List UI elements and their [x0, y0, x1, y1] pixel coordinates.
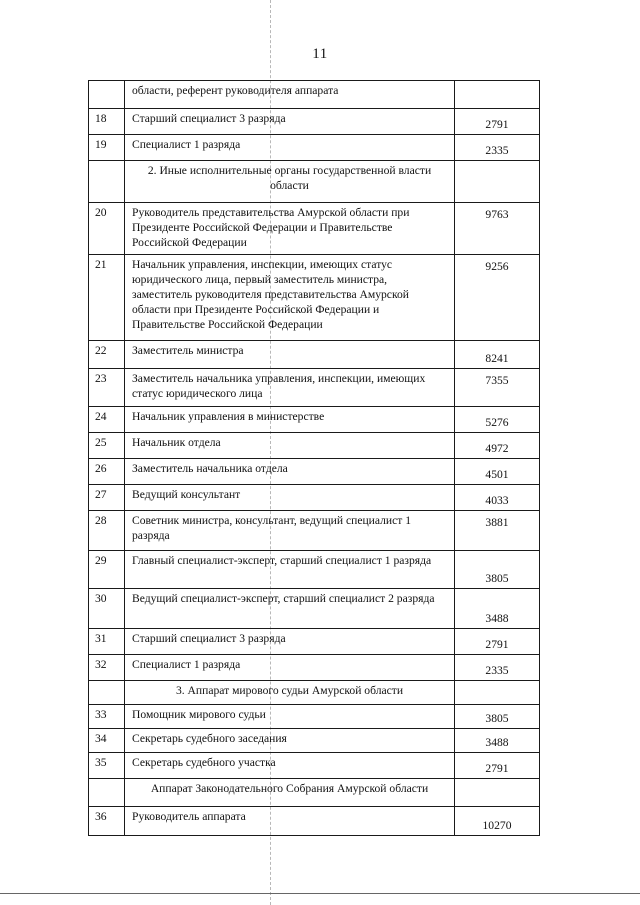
- table-row: [88, 202, 540, 254]
- salary-value: 3488: [485, 736, 509, 749]
- table-row: [88, 368, 540, 406]
- position-title: Специалист 1 разряда: [125, 655, 455, 680]
- row-number: [89, 681, 125, 704]
- section-heading-row: [88, 680, 540, 704]
- salary-value: 4972: [485, 442, 509, 455]
- salary-value: 7355: [485, 374, 509, 387]
- table-row: [88, 80, 540, 108]
- salary-value: 2335: [485, 664, 509, 677]
- salary-value: 3805: [485, 712, 509, 725]
- section-heading-row: [88, 160, 540, 202]
- table-row: [88, 484, 540, 510]
- table-row: [88, 654, 540, 680]
- table-row: [88, 510, 540, 550]
- salary-value: 8241: [485, 352, 509, 365]
- position-title: Главный специалист-эксперт, старший специалист 1 разряда: [125, 551, 455, 588]
- page-number: 11: [312, 46, 328, 62]
- salary-value: [455, 161, 539, 202]
- position-title: Советник министра, консультант, ведущий специалист 1 разряда: [125, 511, 455, 550]
- row-number: [89, 161, 125, 202]
- position-title: Руководитель представительства Амурской области при Президенте Российской Федерации и Правительстве Российской Федерации: [125, 203, 455, 254]
- salary-value: 9763: [485, 208, 509, 221]
- row-number: 20: [89, 203, 125, 254]
- position-title: Заместитель начальника отдела: [125, 459, 455, 484]
- row-number: 29: [89, 551, 125, 588]
- table-row: [88, 458, 540, 484]
- section-heading-row: [88, 778, 540, 806]
- salary-value: 2335: [485, 144, 509, 157]
- position-title: Начальник отдела: [125, 433, 455, 458]
- table-row: [88, 134, 540, 160]
- row-number: 25: [89, 433, 125, 458]
- row-number: [89, 81, 125, 108]
- table-row: [88, 432, 540, 458]
- salary-value: 5276: [485, 416, 509, 429]
- salary-value: 3881: [485, 516, 509, 529]
- row-number: 30: [89, 589, 125, 628]
- table-row: [88, 728, 540, 752]
- table-row: [88, 340, 540, 368]
- salary-value: [455, 779, 539, 806]
- position-title: Заместитель начальника управления, инспекции, имеющих статус юридического лица: [125, 369, 455, 406]
- row-number: 19: [89, 135, 125, 160]
- salary-value: 4033: [485, 494, 509, 507]
- row-number: 28: [89, 511, 125, 550]
- salary-value: 4501: [485, 468, 509, 481]
- salary-table: [88, 80, 540, 836]
- salary-value: 3805: [485, 572, 509, 585]
- row-number: 24: [89, 407, 125, 432]
- salary-value: 2791: [485, 638, 509, 651]
- row-number: 27: [89, 485, 125, 510]
- section-title: 3. Аппарат мирового судьи Амурской области: [125, 681, 455, 704]
- row-number: 23: [89, 369, 125, 406]
- table-row: [88, 254, 540, 340]
- table-row: [88, 806, 540, 836]
- position-title: Секретарь судебного заседания: [125, 729, 455, 752]
- row-number: 22: [89, 341, 125, 368]
- row-number: 32: [89, 655, 125, 680]
- table-row: [88, 704, 540, 728]
- table-row: [88, 108, 540, 134]
- position-title: Руководитель аппарата: [125, 807, 455, 835]
- salary-value: 9256: [485, 260, 509, 273]
- position-title: области, референт руководителя аппарата: [125, 81, 455, 108]
- table-row: [88, 588, 540, 628]
- position-title: Старший специалист 3 разряда: [125, 629, 455, 654]
- row-number: 31: [89, 629, 125, 654]
- position-title: Секретарь судебного участка: [125, 753, 455, 778]
- row-number: 36: [89, 807, 125, 835]
- position-title: Помощник мирового судьи: [125, 705, 455, 728]
- salary-value: 3488: [485, 612, 509, 625]
- position-title: Специалист 1 разряда: [125, 135, 455, 160]
- position-title: Ведущий консультант: [125, 485, 455, 510]
- position-title: Ведущий специалист-эксперт, старший специалист 2 разряда: [125, 589, 455, 628]
- row-number: 21: [89, 255, 125, 340]
- position-title: Старший специалист 3 разряда: [125, 109, 455, 134]
- row-number: 33: [89, 705, 125, 728]
- position-title: Заместитель министра: [125, 341, 455, 368]
- row-number: 26: [89, 459, 125, 484]
- position-title: Начальник управления, инспекции, имеющих статус юридического лица, первый заместитель министра, заместитель руководителя представительства Амурской области при Президенте Российской Федерации и Правительстве Российской Федерации: [125, 255, 455, 340]
- page-bottom-edge: [0, 893, 640, 894]
- table-row: [88, 628, 540, 654]
- section-title: Аппарат Законодательного Собрания Амурской области: [125, 779, 455, 806]
- position-title: Начальник управления в министерстве: [125, 407, 455, 432]
- salary-value: [455, 81, 539, 108]
- salary-value: [455, 681, 539, 704]
- row-number: 35: [89, 753, 125, 778]
- row-number: 18: [89, 109, 125, 134]
- table-row: [88, 550, 540, 588]
- salary-value: 2791: [485, 118, 509, 131]
- row-number: 34: [89, 729, 125, 752]
- salary-value: 10270: [482, 819, 512, 832]
- table-row: [88, 752, 540, 778]
- table-row: [88, 406, 540, 432]
- row-number: [89, 779, 125, 806]
- salary-value: 2791: [485, 762, 509, 775]
- section-title: 2. Иные исполнительные органы государственной власти области: [125, 161, 455, 202]
